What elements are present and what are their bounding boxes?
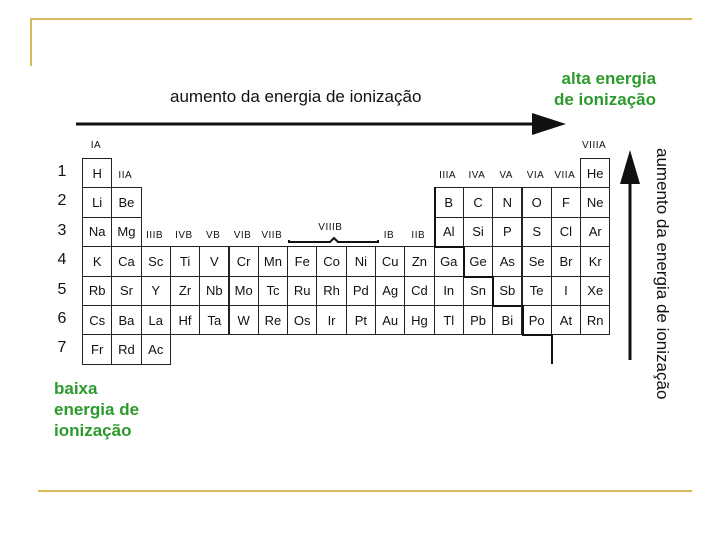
element-cell-sc: Sc (141, 246, 171, 276)
element-cell-cr: Cr (229, 246, 259, 276)
element-cell-au: Au (375, 305, 405, 335)
element-cell-zn: Zn (404, 246, 434, 276)
element-cell-pt: Pt (346, 305, 376, 335)
element-cell-si: Si (463, 217, 493, 247)
vertical-arrow-label: aumento da energia de ionização (653, 148, 672, 400)
element-cell-mo: Mo (229, 276, 259, 306)
element-cell-kr: Kr (580, 246, 610, 276)
element-cell-rh: Rh (316, 276, 346, 306)
element-cell-tc: Tc (258, 276, 288, 306)
metal-nonmetal-divider-7 (522, 334, 551, 336)
element-cell-cd: Cd (404, 276, 434, 306)
metal-nonmetal-divider-8 (551, 334, 553, 363)
element-cell-be: Be (111, 187, 141, 217)
element-cell-bi: Bi (492, 305, 522, 335)
low-energy-line-3: ionização (54, 421, 132, 440)
element-cell-rn: Rn (580, 305, 610, 335)
element-cell-hf: Hf (170, 305, 200, 335)
element-cell-he: He (580, 158, 610, 188)
metal-nonmetal-divider-6 (522, 305, 524, 334)
element-cell-ar: Ar (580, 217, 610, 247)
element-cell-ti: Ti (170, 246, 200, 276)
low-energy-line-2: energia de (54, 400, 140, 419)
element-cell-o: O (522, 187, 552, 217)
element-cell-la: La (141, 305, 171, 335)
element-cell-p: P (492, 217, 522, 247)
element-cell-k: K (82, 246, 112, 276)
element-cell-po: Po (522, 305, 552, 335)
group-label-via: VIA (526, 170, 545, 181)
period-label-2: 2 (57, 192, 67, 210)
group-label-viia: VIIA (554, 170, 576, 181)
element-cell-hg: Hg (404, 305, 434, 335)
element-cell-pd: Pd (346, 276, 376, 306)
group-label-va: VA (499, 170, 513, 181)
element-cell-fr: Fr (82, 334, 112, 364)
element-cell-sr: Sr (111, 276, 141, 306)
element-cell-se: Se (522, 246, 552, 276)
element-cell-mg: Mg (111, 217, 141, 247)
element-cell-co: Co (316, 246, 346, 276)
horizontal-arrow-label: aumento da energia de ionização (170, 87, 422, 106)
metal-nonmetal-divider-0 (434, 187, 436, 246)
element-cell-as: As (492, 246, 522, 276)
element-cell-y: Y (141, 276, 171, 306)
element-cell-ga: Ga (434, 246, 464, 276)
element-cell-nb: Nb (199, 276, 229, 306)
element-cell-ir: Ir (316, 305, 346, 335)
period-label-3: 3 (57, 221, 67, 239)
element-cell-at: At (551, 305, 581, 335)
element-cell-ru: Ru (287, 276, 317, 306)
element-cell-ni: Ni (346, 246, 376, 276)
element-cell-n: N (492, 187, 522, 217)
element-cell-h: H (82, 158, 112, 188)
element-cell-zr: Zr (170, 276, 200, 306)
group-label-viib: VIIB (261, 230, 283, 241)
period-label-7: 7 (57, 339, 67, 357)
element-cell-v: V (199, 246, 229, 276)
group-label-iva: IVA (468, 170, 486, 181)
group-label-vib: VIB (233, 230, 252, 241)
element-cell-re: Re (258, 305, 288, 335)
element-cell-cs: Cs (82, 305, 112, 335)
element-cell-rb: Rb (82, 276, 112, 306)
element-cell-ag: Ag (375, 276, 405, 306)
group-label-iiia: IIIA (439, 170, 457, 181)
element-cell-ge: Ge (463, 246, 493, 276)
group-label-viiia: VIIIA (582, 140, 607, 151)
group-label-vb: VB (206, 230, 221, 241)
group-label-ia: IA (90, 140, 102, 151)
element-cell-in: In (434, 276, 464, 306)
element-cell-cl: Cl (551, 217, 581, 247)
element-cell-b: B (434, 187, 464, 217)
group-label-viiib: VIIIB (318, 222, 343, 233)
group-label-iia: IIA (118, 170, 133, 181)
element-cell-rd: Rd (111, 334, 141, 364)
element-cell-f: F (551, 187, 581, 217)
element-cell-na: Na (82, 217, 112, 247)
element-cell-te: Te (522, 276, 552, 306)
metal-nonmetal-divider-3 (463, 276, 492, 278)
element-cell-ta: Ta (199, 305, 229, 335)
element-cell-sb: Sb (492, 276, 522, 306)
period-label-6: 6 (57, 310, 67, 327)
element-cell-c: C (463, 187, 493, 217)
metal-nonmetal-divider-1 (434, 246, 463, 248)
element-cell-li: Li (82, 187, 112, 217)
group-label-ib: IB (383, 230, 395, 241)
element-cell-sn: Sn (463, 276, 493, 306)
metal-nonmetal-divider-2 (463, 246, 465, 275)
element-cell-ne: Ne (580, 187, 610, 217)
high-energy-line-2: de ionização (554, 90, 657, 109)
high-energy-line-1: alta energia (561, 69, 657, 88)
element-cell-br: Br (551, 246, 581, 276)
element-cell-tl: Tl (434, 305, 464, 335)
element-cell-pb: Pb (463, 305, 493, 335)
low-energy-line-1: baixa (54, 379, 98, 398)
period-label-5: 5 (57, 280, 67, 298)
element-cell-os: Os (287, 305, 317, 335)
group-label-ivb: IVB (175, 230, 193, 241)
metal-nonmetal-divider-4 (492, 276, 494, 305)
metal-nonmetal-divider-5 (492, 305, 521, 307)
element-cell-al: Al (434, 217, 464, 247)
period-label-4: 4 (57, 251, 67, 269)
element-cell-w: W (229, 305, 259, 335)
group-label-iiib: IIIB (146, 230, 164, 241)
element-cell-fe: Fe (287, 246, 317, 276)
element-cell-mn: Mn (258, 246, 288, 276)
element-cell-cu: Cu (375, 246, 405, 276)
element-cell-s: S (522, 217, 552, 247)
element-cell-ca: Ca (111, 246, 141, 276)
group-label-iib: IIB (411, 230, 426, 241)
element-cell-i: I (551, 276, 581, 306)
element-cell-xe: Xe (580, 276, 610, 306)
element-cell-ba: Ba (111, 305, 141, 335)
period-label-1: 1 (57, 163, 67, 180)
element-cell-ac: Ac (141, 334, 171, 364)
